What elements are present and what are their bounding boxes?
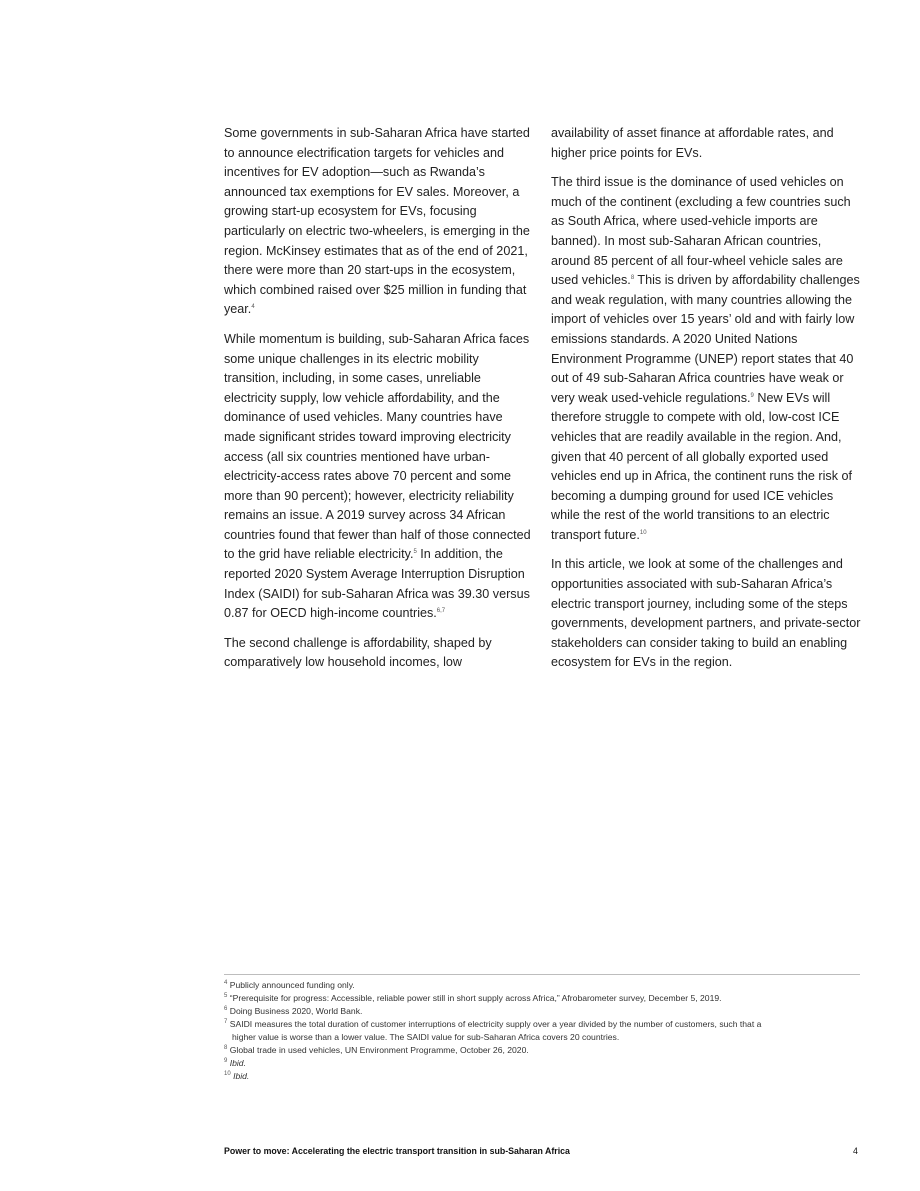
footnote: $^5$ “Prerequisite for progress: Accessible, reliable power still in short supply across Africa,” Afrobarometer survey, December 5, 2019. — [224, 993, 722, 1003]
footer-title: Power to move: Accelerating the electric transport transition in sub-Saharan Africa — [224, 1146, 570, 1156]
footnote-continuation: higher value is worse than a lower value. The SAIDI value for sub-Saharan Africa covers 20 countries. — [232, 1032, 620, 1042]
footnote: $^{10}$ Ibid. — [224, 1071, 250, 1081]
footnote-ref[interactable]: 5 — [413, 549, 417, 556]
footnote-ref[interactable]: 9 — [750, 392, 754, 399]
footnote: $^9$ Ibid. — [224, 1058, 246, 1068]
body-paragraph: While momentum is building, sub-Saharan Africa faces some unique challenges in its electric mobility transition, including, in some cases, unreliable electricity supply, low vehicle affordability, and the dominance of used vehicles. Many countries have made significant strides toward improving electricity access (all six countries mentioned have urban-electricity-access rates above 70 percent and some more than 90 percent); however, electricity reliability remains an issue. A 2019 survey across 34 African countries found that fewer than half of those connected to the grid have reliable electricity.$^5$ In addition, the reported 2020 System Average Interruption Disruption Index (SAIDI) for sub-Saharan Africa was 39.30 versus 0.87 for OECD high-income countries.$^{6,7}$ — [224, 331, 531, 621]
footnote: $^7$ SAIDI measures the total duration of customer interruptions of electricity supply over a year divided by the number of customers, such that a — [224, 1019, 762, 1029]
footnote-ref[interactable]: 6,7 — [436, 608, 446, 615]
footnote-ref[interactable]: 8 — [630, 274, 635, 281]
body-paragraph: availability of asset finance at affordable rates, and higher price points for EVs. — [551, 126, 834, 160]
footnote: $^6$ Doing Business 2020, World Bank. — [224, 1006, 363, 1016]
body-paragraph: The third issue is the dominance of used vehicles on much of the continent (excluding a few countries such as South Africa, where used-vehicle imports are banned). In most sub-Saharan African countries, around 85 percent of all four-wheel vehicle sales are used vehicles.$^8$ This is driven by affordability challenges and weak regulation, with many countries allowing the import of vehicles over 15 years’ old and with fairly low emissions standards. A 2020 United Nations Environment Programme (UNEP) report states that 40 out of 49 sub-Saharan Africa countries have weak or very weak used-vehicle regulations.$^9$ New EVs will therefore struggle to compete with old, low-cost ICE vehicles that are readily available in the region. And, given that 40 percent of all globally exported used vehicles end up in Africa, the continent runs the risk of becoming a dumping ground for used ICE vehicles while the rest of the world transitions to an electric transport future.$^{10}$ — [551, 175, 860, 542]
footnote: $^8$ Global trade in used vehicles, UN Environment Programme, October 26, 2020. — [224, 1045, 529, 1055]
left-column — [224, 124, 536, 683]
footnote-ref[interactable]: 4 — [251, 304, 255, 311]
footnotes — [224, 979, 860, 1083]
body-paragraph: Some governments in sub-Saharan Africa have started to announce electrification targets for vehicles and incentives for EV adoption—such as Rwanda’s announced tax exemptions for EV sales. Moreover, a growing start-up ecosystem for EVs, focusing particularly on electric two-wheelers, is emerging in the region. McKinsey estimates that as of the end of 2021, there were more than 20 start-ups in the ecosystem, which combined raised over $25 million in funding that year.$^4$ — [224, 126, 530, 317]
body-paragraph: In this article, we look at some of the challenges and opportunities associated with sub-Saharan Africa’s electric transport journey, including some of the steps governments, development partners, and private-sector stakeholders can consider taking to build an enabling ecosystem for EVs in the region. — [551, 557, 861, 670]
footnote: $^4$ Publicly announced funding only. — [224, 980, 355, 990]
body-paragraph: The second challenge is affordability, shaped by comparatively low household incomes, low — [224, 635, 492, 670]
right-column — [551, 124, 863, 683]
footnote-divider — [224, 974, 860, 975]
footnote-ref[interactable]: 10 — [639, 529, 647, 536]
page-number: 4 — [853, 1146, 858, 1156]
